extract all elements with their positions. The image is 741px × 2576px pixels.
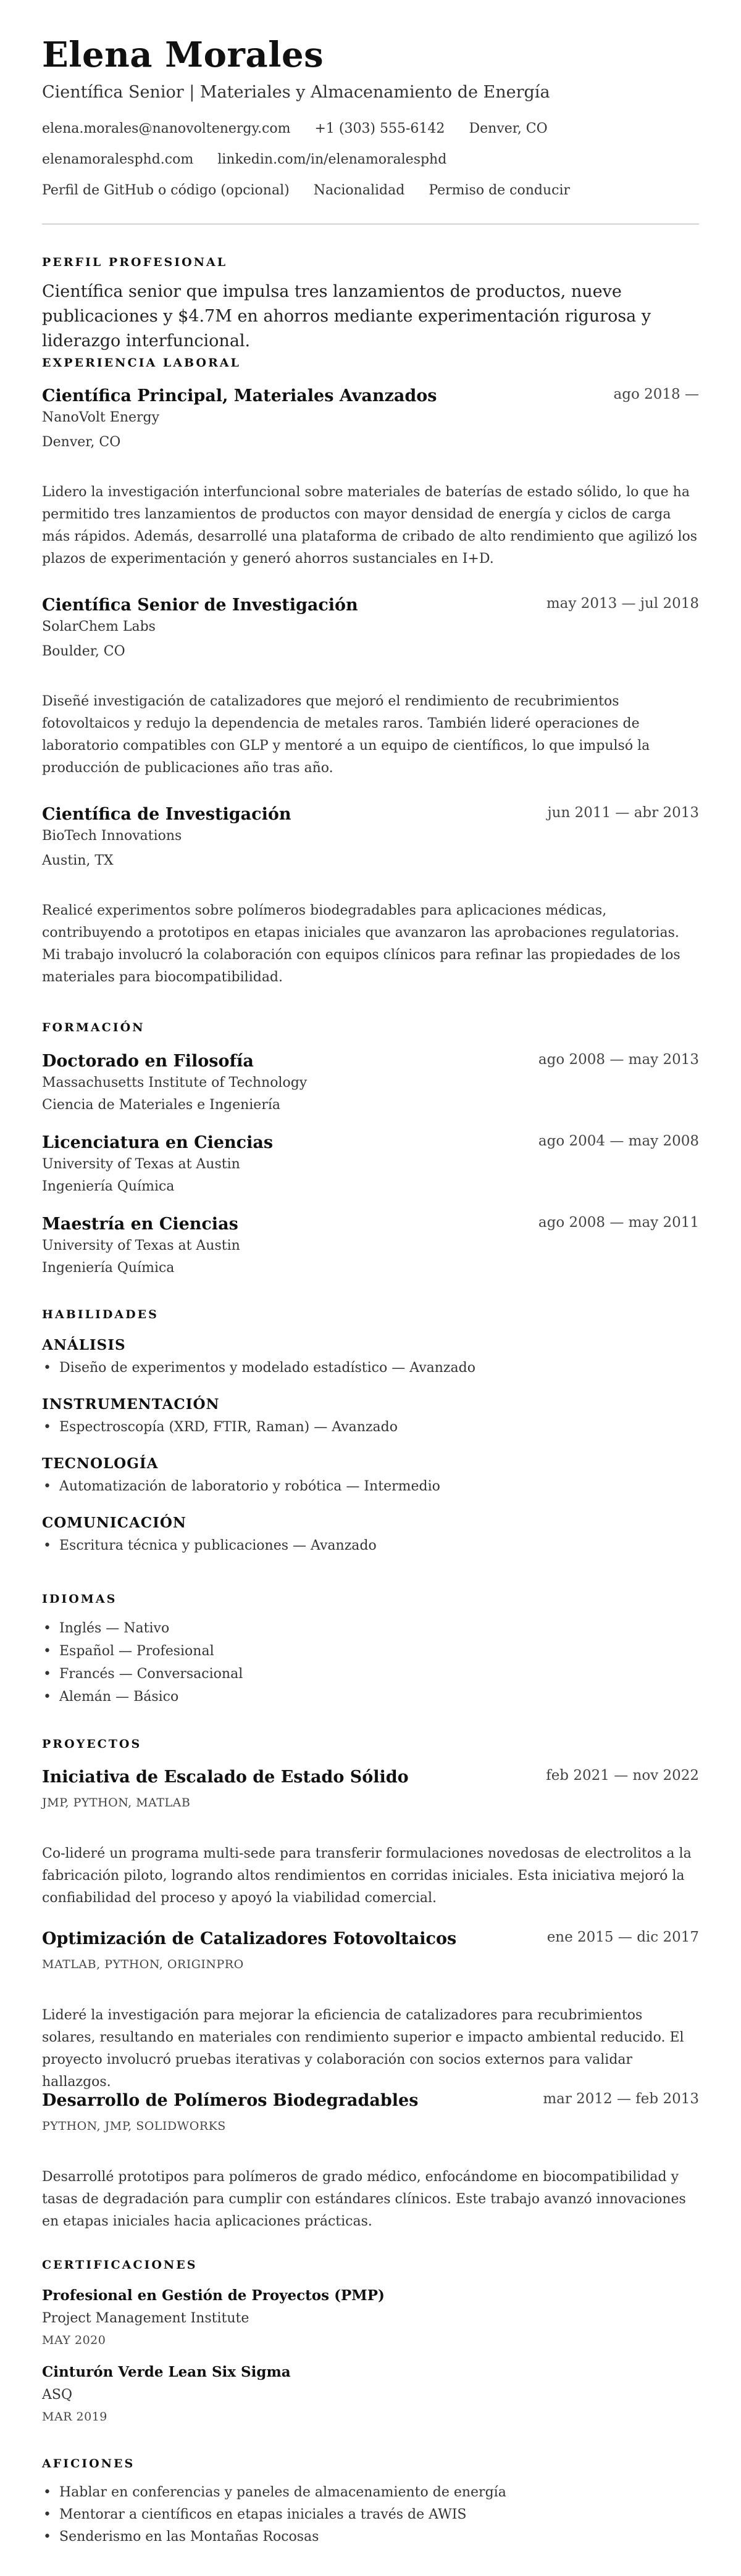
hobby-item: • Hablar en conferencias y paneles de almacenamiento de energía	[59, 2485, 506, 2500]
language-item: • Español — Profesional	[59, 1643, 214, 1659]
degree-title: Maestría en Ciencias	[42, 1215, 238, 1234]
section-title-certifications: CERTIFICACIONES	[42, 2258, 198, 2272]
hobby-item: • Mentorar a científicos en etapas iniciales a través de AWIS	[59, 2507, 466, 2522]
project-title: Optimización de Catalizadores Fotovoltaicos	[42, 1929, 457, 1948]
degree-dates: ago 2008 — may 2013	[538, 1052, 699, 1068]
skill-item: • Diseño de experimentos y modelado estadístico — Avanzado	[59, 1360, 475, 1376]
skill-category: INSTRUMENTACIÓN	[42, 1396, 220, 1413]
job-location: Austin, TX	[42, 853, 114, 868]
section-title-skills: HABILIDADES	[42, 1308, 159, 1321]
section-title-languages: IDIOMAS	[42, 1592, 117, 1606]
skill-item: • Espectroscopía (XRD, FTIR, Raman) — Avanzado	[59, 1419, 398, 1435]
degree-field: Ingeniería Química	[42, 1179, 175, 1194]
job-dates: may 2013 — jul 2018	[546, 596, 699, 612]
profile-summary: Científica senior que impulsa tres lanzamientos de productos, nueve publicaciones y $4.7M en ahorros mediante experimentación rigurosa y liderazgo interfuncional.	[42, 282, 651, 351]
certification-date: MAR 2019	[42, 2410, 107, 2424]
job-description: Diseñé investigación de catalizadores que mejoró el rendimiento de recubrimientos fotovoltaicos y redujo la dependencia de metales raros. También lideré operaciones de laboratorio compatibles con GLP y mentoré a un equipo de científicos, lo que impulsó la producción de publicaciones año tras año.	[42, 694, 650, 776]
job-location: Denver, CO	[42, 434, 121, 450]
degree-school: University of Texas at Austin	[42, 1157, 240, 1172]
job-title: Científica Principal, Materiales Avanzados	[42, 386, 437, 405]
section-title-experience: EXPERIENCIA LABORAL	[42, 356, 241, 370]
skill-item: • Escritura técnica y publicaciones — Avanzado	[59, 1538, 377, 1553]
degree-dates: ago 2008 — may 2011	[538, 1215, 699, 1231]
section-title-profile: PERFIL PROFESIONAL	[42, 256, 228, 269]
project-tools: JMP, PYTHON, MATLAB	[42, 1796, 191, 1809]
project-dates: ene 2015 — dic 2017	[546, 1929, 699, 1945]
job-description: Realicé experimentos sobre polímeros biodegradables para aplicaciones médicas, contribuyendo a prototipos en etapas iniciales que avanzaron las aprobaciones regulatorias. Mi trabajo involucró la colaboración con equipos clínicos para refinar las propiedades de los materiales para biocompatibilidad.	[42, 903, 680, 985]
project-description: Desarrollé prototipos para polímeros de grado médico, enfocándome en biocompatibilidad y tasas de degradación para cumplir con estándares clínicos. Este trabajo avanzó innovaciones en etapas iniciales hacia aplicaciones prácticas.	[42, 2169, 686, 2229]
language-item: • Inglés — Nativo	[59, 1621, 169, 1636]
job-company: SolarChem Labs	[42, 619, 156, 634]
phone-number[interactable]: +1 (303) 555-6142	[314, 121, 445, 136]
section-title-hobbies: AFICIONES	[42, 2457, 135, 2470]
degree-field: Ingeniería Química	[42, 1260, 175, 1276]
skill-category: COMUNICACIÓN	[42, 1514, 186, 1531]
skill-item: • Automatización de laboratorio y robótica — Intermedio	[59, 1479, 440, 1494]
project-title: Iniciativa de Escalado de Estado Sólido	[42, 1768, 409, 1787]
job-description: Lidero la investigación interfuncional sobre materiales de baterías de estado sólido, lo que ha permitido tres lanzamientos de productos con mayor densidad de energía y ciclos de carga más rápidos. Además, desarrollé una plataforma de cribado de alto rendimiento que agilizó los plazos de experimentación y generó ahorros sustanciales en I+D.	[42, 484, 698, 567]
job-company: BioTech Innovations	[42, 828, 182, 844]
email-link[interactable]: elena.morales@nanovoltenergy.com	[42, 121, 291, 136]
degree-school: Massachusetts Institute of Technology	[42, 1075, 308, 1091]
header-divider	[42, 223, 699, 225]
contact-row-1	[42, 121, 567, 136]
project-tools: MATLAB, PYTHON, ORIGINPRO	[42, 1958, 244, 1971]
project-title: Desarrollo de Polímeros Biodegradables	[42, 2091, 419, 2110]
certification-name: Cinturón Verde Lean Six Sigma	[42, 2364, 291, 2380]
project-dates: mar 2012 — feb 2013	[543, 2091, 699, 2107]
location: Denver, CO	[469, 121, 548, 136]
job-company: NanoVolt Energy	[42, 410, 160, 425]
contact-row-3	[42, 183, 590, 198]
degree-dates: ago 2004 — may 2008	[538, 1133, 699, 1149]
section-title-projects: PROYECTOS	[42, 1737, 142, 1751]
skill-category: TECNOLOGÍA	[42, 1455, 159, 1472]
github-placeholder: Perfil de GitHub o código (opcional)	[42, 183, 290, 198]
certification-date: MAY 2020	[42, 2333, 106, 2347]
certification-issuer: ASQ	[42, 2387, 72, 2403]
linkedin-link[interactable]: linkedin.com/in/elenamoralesphd	[217, 152, 447, 167]
skill-category: ANÁLISIS	[42, 1337, 126, 1353]
job-dates: ago 2018 —	[613, 386, 699, 402]
job-location: Boulder, CO	[42, 644, 125, 659]
language-item: • Francés — Conversacional	[59, 1666, 243, 1682]
certification-issuer: Project Management Institute	[42, 2311, 249, 2326]
section-title-education: FORMACIÓN	[42, 1021, 145, 1034]
job-title: Científica de Investigación	[42, 805, 291, 824]
contact-row-2	[42, 152, 466, 167]
certification-name: Profesional en Gestión de Proyectos (PMP)	[42, 2287, 385, 2304]
job-dates: jun 2011 — abr 2013	[547, 805, 699, 821]
job-title: Científica Senior de Investigación	[42, 596, 358, 615]
candidate-name: Elena Morales	[42, 35, 324, 75]
degree-title: Doctorado en Filosofía	[42, 1052, 254, 1071]
project-description: Co-lideré un programa multi-sede para transferir formulaciones novedosas de electrolitos a la fabricación piloto, logrando altos rendimientos en corridas iniciales. Esta iniciativa mejoró la confiabilidad del proceso y apoyó la viabilidad comercial.	[42, 1846, 692, 1906]
degree-title: Licenciatura en Ciencias	[42, 1133, 274, 1152]
nationality-placeholder: Nacionalidad	[313, 183, 405, 198]
language-item: • Alemán — Básico	[59, 1689, 178, 1705]
degree-school: University of Texas at Austin	[42, 1238, 240, 1253]
hobby-item: • Senderismo en las Montañas Rocosas	[59, 2529, 319, 2545]
project-description: Lideré la investigación para mejorar la eficiencia de catalizadores para recubrimientos solares, resultando en materiales con rendimiento superior e impacto ambiental reducido. El proyecto involucró pruebas iterativas y colaboración con socios externos para validar hallazgos.	[42, 2008, 684, 2090]
project-dates: feb 2021 — nov 2022	[546, 1768, 699, 1784]
project-tools: PYTHON, JMP, SOLIDWORKS	[42, 2119, 226, 2133]
candidate-headline: Científica Senior | Materiales y Almacenamiento de Energía	[42, 83, 550, 102]
degree-field: Ciencia de Materiales e Ingeniería	[42, 1097, 280, 1113]
driving-license-placeholder: Permiso de conducir	[429, 183, 571, 198]
website-link[interactable]: elenamoralesphd.com	[42, 152, 194, 167]
